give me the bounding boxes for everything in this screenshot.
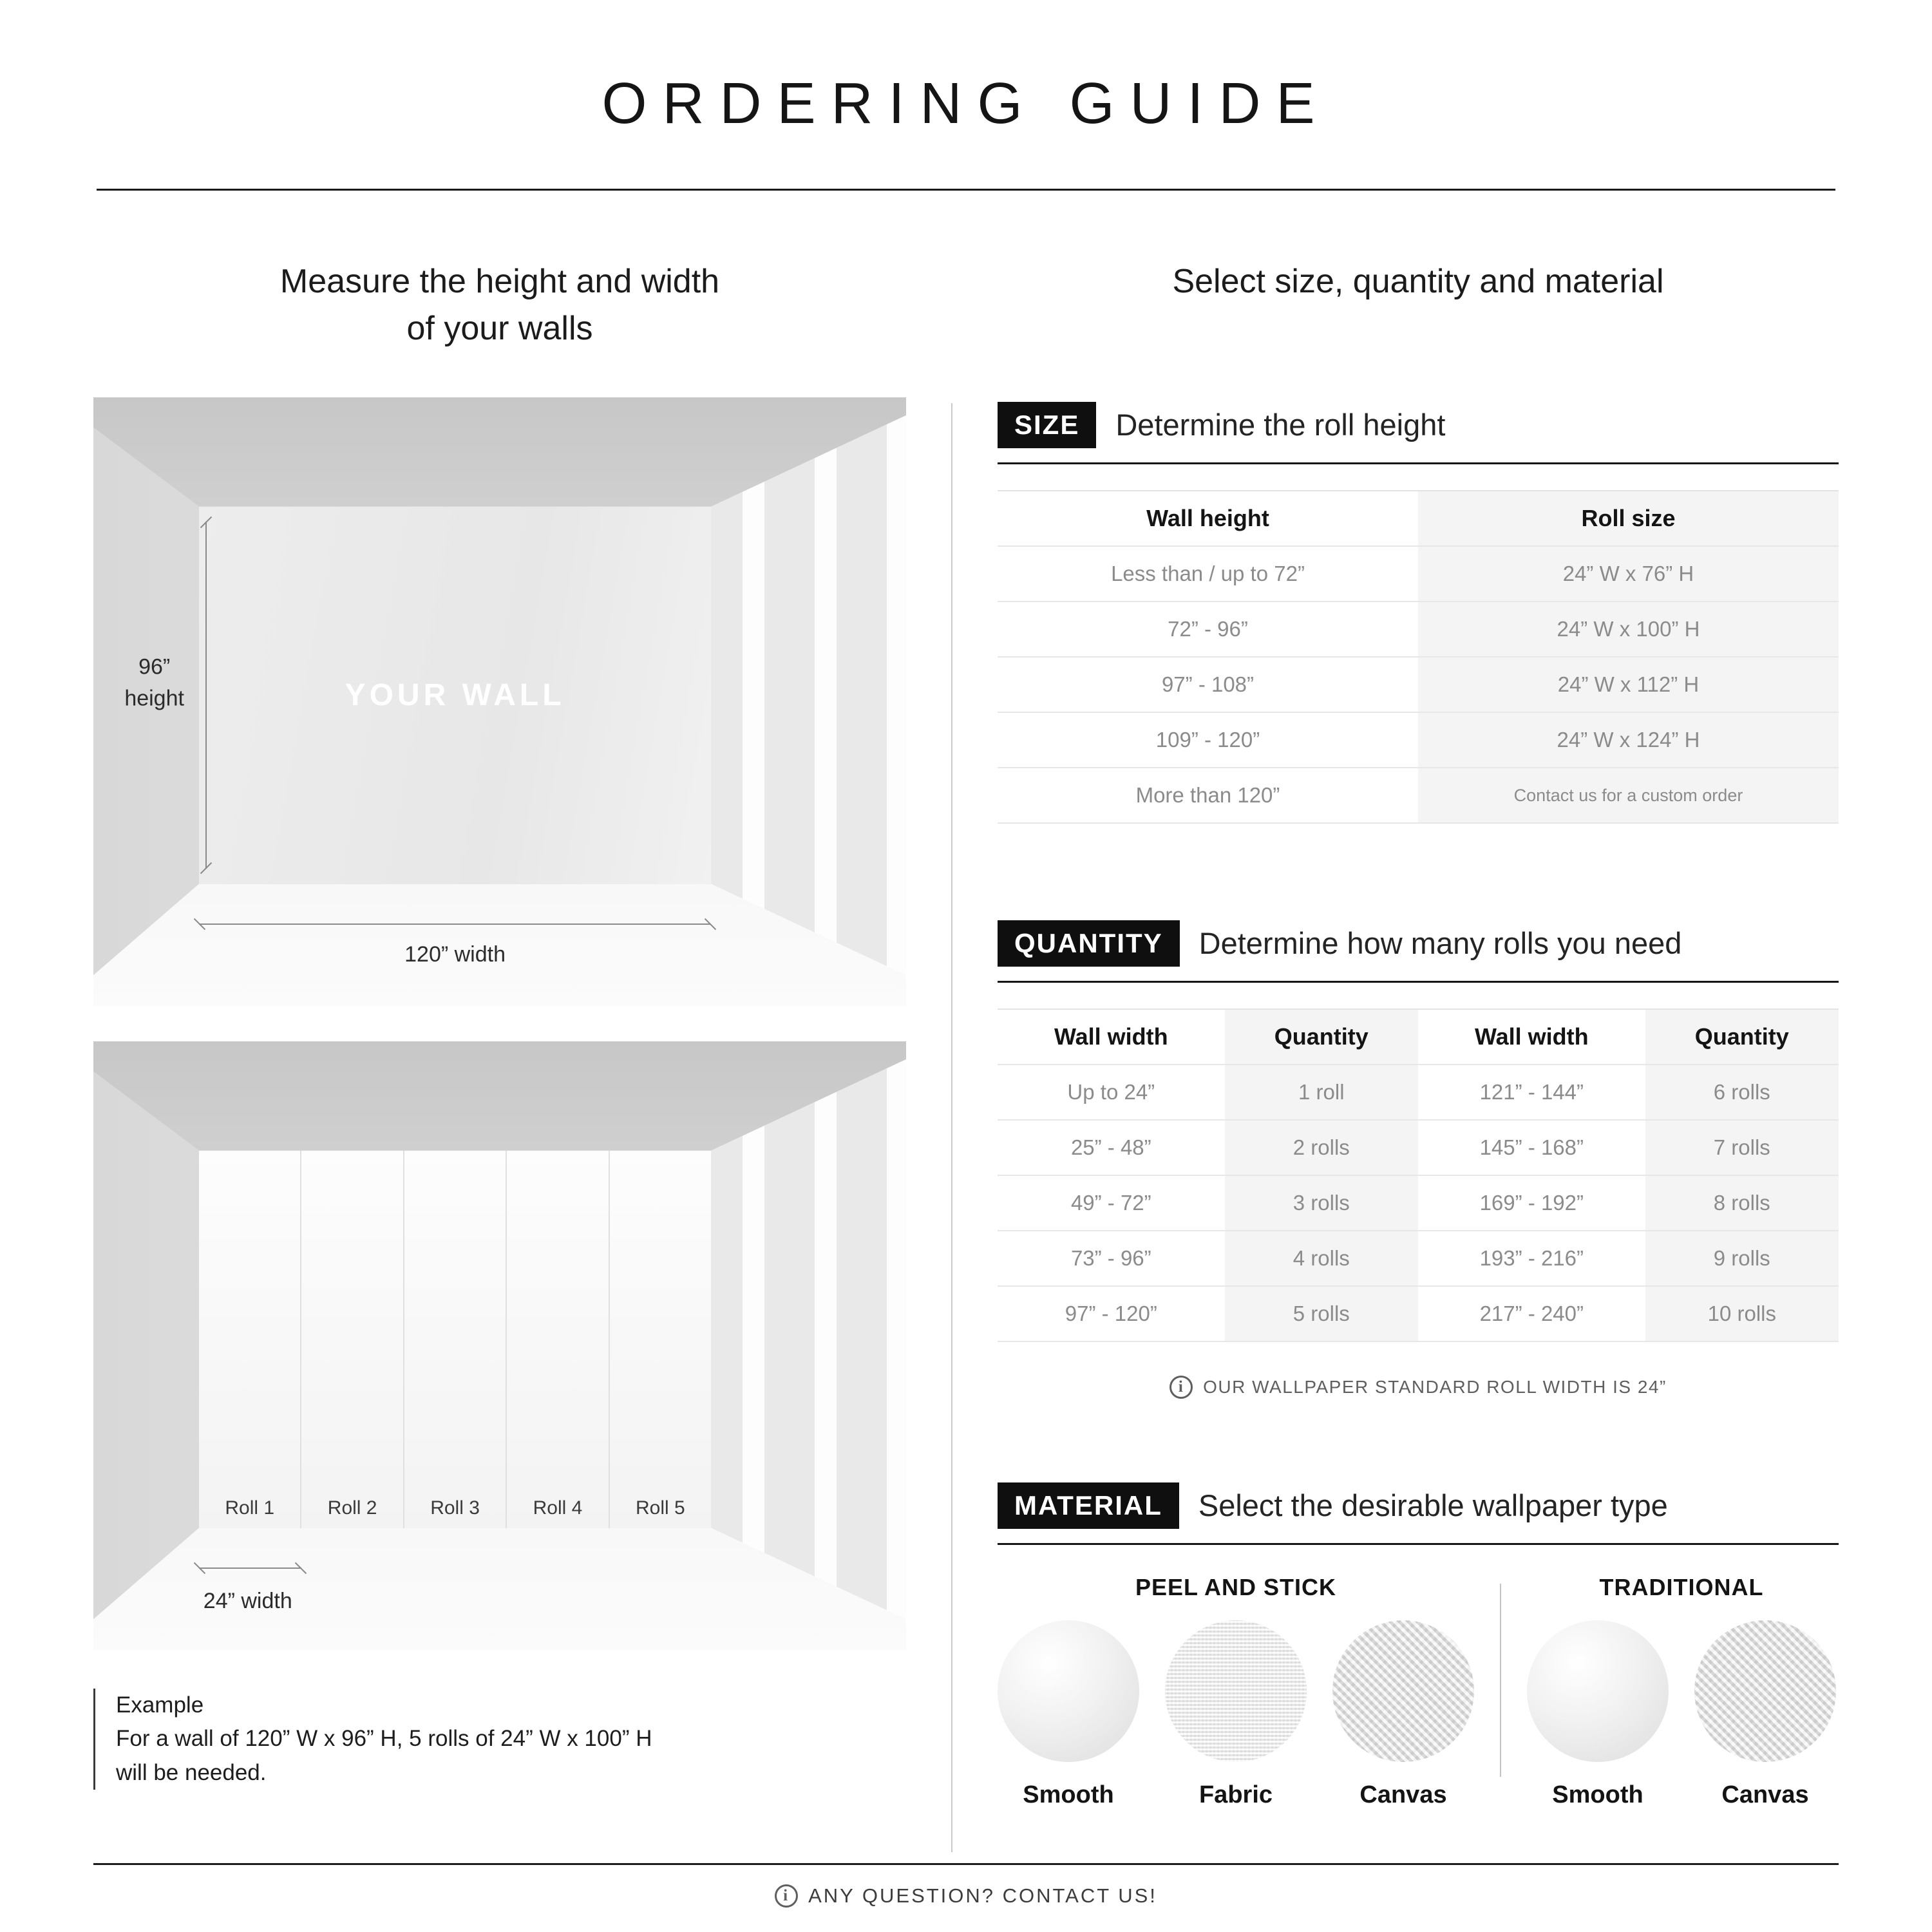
- quantity-table: [998, 1009, 1839, 1342]
- info-icon: [775, 1884, 798, 1908]
- width-dimension-label: 120” width: [404, 942, 506, 967]
- select-column: [998, 258, 1839, 1809]
- measure-heading-line2: of your walls: [406, 309, 593, 347]
- roll-label: Roll 3: [430, 1497, 480, 1519]
- qty-cell: 25” - 48”: [998, 1121, 1225, 1176]
- height-dimension-line: [205, 522, 207, 869]
- material-groups: [998, 1574, 1839, 1809]
- size-section-header: [998, 402, 1839, 464]
- qty-header-quantity-1: Quantity: [1225, 1010, 1418, 1065]
- footer-text: ANY QUESTION? CONTACT US!: [808, 1884, 1157, 1907]
- roll-panel-3: [404, 1151, 507, 1528]
- roll-width-note-text: OUR WALLPAPER STANDARD ROLL WIDTH IS 24”: [1203, 1376, 1667, 1397]
- swatch-label-canvas: Canvas: [1359, 1781, 1447, 1808]
- traditional-group: [1527, 1574, 1836, 1809]
- smooth-texture-icon: [1527, 1620, 1669, 1762]
- height-dimension-label: [106, 651, 203, 715]
- smooth-texture-icon: [998, 1620, 1139, 1762]
- swatch-smooth-traditional: [1527, 1620, 1669, 1809]
- example-note: [93, 1689, 906, 1790]
- qty-cell: 73” - 96”: [998, 1231, 1225, 1287]
- page-title: ORDERING GUIDE: [601, 71, 1331, 136]
- height-value: 96”: [138, 654, 171, 679]
- fabric-texture-icon: [1165, 1620, 1307, 1762]
- qty-cell: 2 rolls: [1225, 1121, 1418, 1176]
- traditional-swatches: [1527, 1620, 1836, 1809]
- quantity-badge: QUANTITY: [998, 920, 1180, 967]
- roll-panel-5: [610, 1151, 711, 1528]
- peel-and-stick-swatches: [998, 1620, 1474, 1809]
- swatch-label-fabric: Fabric: [1198, 1781, 1273, 1808]
- size-cell: 24” W x 100” H: [1418, 602, 1839, 658]
- size-cell: 97” - 108”: [998, 658, 1418, 713]
- qty-cell: 10 rolls: [1645, 1287, 1839, 1342]
- material-section-header: [998, 1482, 1839, 1545]
- qty-cell: 6 rolls: [1645, 1065, 1839, 1121]
- canvas-texture-icon: [1332, 1620, 1474, 1762]
- your-wall: [199, 507, 711, 884]
- swatch-canvas: [1332, 1620, 1474, 1809]
- qty-header-wall-width-2: Wall width: [1418, 1010, 1645, 1065]
- info-icon: [1170, 1376, 1193, 1399]
- quantity-section: [998, 920, 1839, 1399]
- size-cell: Less than / up to 72”: [998, 547, 1418, 602]
- peel-and-stick-label: PEEL AND STICK: [1135, 1573, 1337, 1600]
- your-wall-label: YOUR WALL: [345, 678, 565, 713]
- size-header-wall-height: Wall height: [998, 491, 1418, 547]
- qty-cell: 145” - 168”: [1418, 1121, 1645, 1176]
- size-cell: 109” - 120”: [998, 713, 1418, 768]
- traditional-label: TRADITIONAL: [1599, 1573, 1764, 1600]
- material-badge: MATERIAL: [998, 1482, 1179, 1529]
- material-section: [998, 1482, 1839, 1809]
- quantity-section-title: Determine how many rolls you need: [1198, 926, 1682, 961]
- measure-heading: [93, 258, 906, 352]
- column-divider: [951, 403, 952, 1852]
- roll-label: Roll 2: [327, 1497, 377, 1519]
- swatch-smooth: [998, 1620, 1139, 1809]
- swatch-label-smooth: Smooth: [1023, 1781, 1114, 1808]
- swatch-label-canvas: Canvas: [1721, 1781, 1809, 1808]
- measure-heading-line1: Measure the height and width: [279, 263, 720, 300]
- width-dimension-line: [199, 923, 711, 925]
- example-line1: For a wall of 120” W x 96” H, 5 rolls of 24” W x 100” H: [116, 1726, 652, 1752]
- footer: [93, 1863, 1839, 1908]
- size-cell: 72” - 96”: [998, 602, 1418, 658]
- roll-panel-2: [301, 1151, 404, 1528]
- qty-header-wall-width-1: Wall width: [998, 1010, 1225, 1065]
- quantity-section-header: [998, 920, 1839, 983]
- qty-cell: 5 rolls: [1225, 1287, 1418, 1342]
- qty-cell: 121” - 144”: [1418, 1065, 1645, 1121]
- roll-width-note: [998, 1376, 1839, 1399]
- measure-column: [93, 258, 906, 1790]
- roll-label: Roll 5: [636, 1497, 685, 1519]
- material-group-divider: [1500, 1584, 1501, 1777]
- qty-cell: 4 rolls: [1225, 1231, 1418, 1287]
- wall-measurement-diagram: [93, 397, 906, 1006]
- size-section-title: Determine the roll height: [1115, 408, 1446, 442]
- qty-cell: 3 rolls: [1225, 1176, 1418, 1231]
- roll-label: Roll 1: [225, 1497, 275, 1519]
- qty-cell: 8 rolls: [1645, 1176, 1839, 1231]
- size-cell: 24” W x 124” H: [1418, 713, 1839, 768]
- qty-cell: 193” - 216”: [1418, 1231, 1645, 1287]
- roll-width-label: 24” width: [203, 1589, 292, 1614]
- rolls-diagram: [93, 1041, 906, 1650]
- size-cell: 24” W x 76” H: [1418, 547, 1839, 602]
- swatch-canvas-traditional: [1694, 1620, 1836, 1809]
- qty-cell: 9 rolls: [1645, 1231, 1839, 1287]
- qty-cell: 7 rolls: [1645, 1121, 1839, 1176]
- qty-header-quantity-2: Quantity: [1645, 1010, 1839, 1065]
- size-cell-custom-order: Contact us for a custom order: [1418, 768, 1839, 824]
- roll-panel-1: [199, 1151, 301, 1528]
- qty-cell: 217” - 240”: [1418, 1287, 1645, 1342]
- content-columns: [0, 258, 1932, 1852]
- qty-cell: 97” - 120”: [998, 1287, 1225, 1342]
- height-word: height: [124, 686, 184, 711]
- title-divider: [97, 189, 1835, 191]
- size-header-roll-size: Roll size: [1418, 491, 1839, 547]
- size-cell: 24” W x 112” H: [1418, 658, 1839, 713]
- roll-width-dimension-line: [199, 1567, 301, 1569]
- swatch-label-smooth: Smooth: [1552, 1781, 1643, 1808]
- canvas-texture-icon: [1694, 1620, 1836, 1762]
- qty-cell: 49” - 72”: [998, 1176, 1225, 1231]
- qty-cell: 1 roll: [1225, 1065, 1418, 1121]
- size-section: [998, 402, 1839, 824]
- qty-cell: 169” - 192”: [1418, 1176, 1645, 1231]
- swatch-fabric: [1165, 1620, 1307, 1809]
- material-section-title: Select the desirable wallpaper type: [1198, 1488, 1668, 1523]
- select-heading: Select size, quantity and material: [1172, 263, 1664, 300]
- size-cell: More than 120”: [998, 768, 1418, 824]
- roll-size-table: [998, 490, 1839, 824]
- size-badge: SIZE: [998, 402, 1096, 448]
- roll-panels: [199, 1151, 711, 1528]
- example-title: Example: [116, 1692, 204, 1718]
- peel-and-stick-group: [998, 1574, 1474, 1809]
- qty-cell: Up to 24”: [998, 1065, 1225, 1121]
- roll-label: Roll 4: [533, 1497, 583, 1519]
- example-line2: will be needed.: [116, 1759, 267, 1785]
- roll-panel-4: [507, 1151, 609, 1528]
